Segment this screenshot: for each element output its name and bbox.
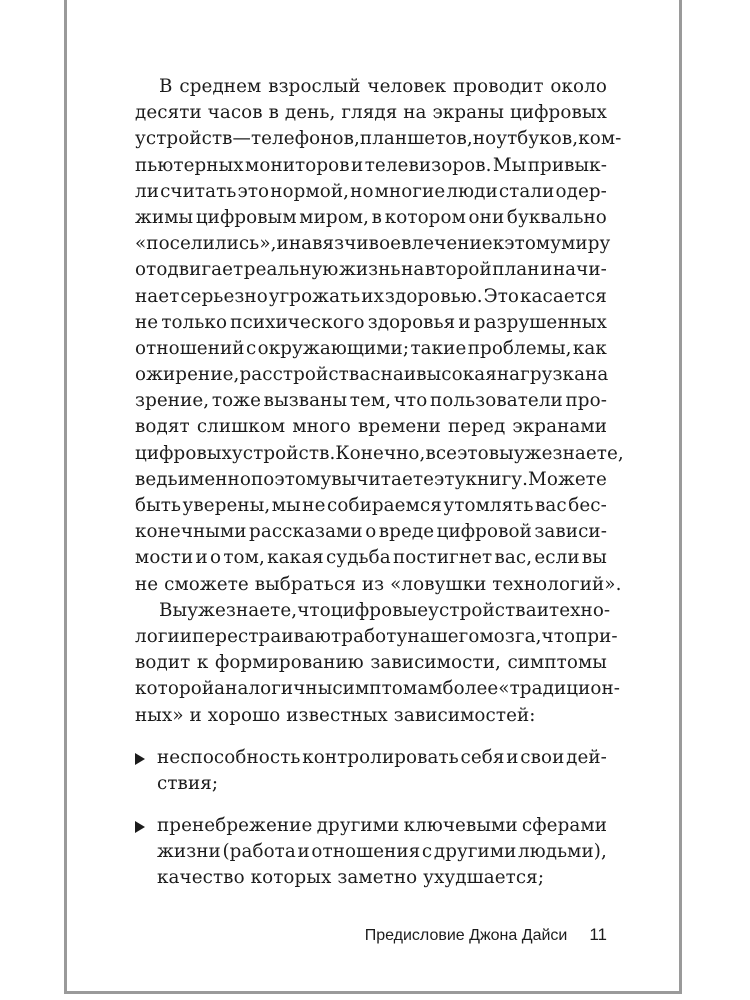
text-line: водят слишком много времени перед экранами [135,416,607,438]
triangle-bullet-icon [135,821,145,833]
text-line: устройств — телефонов, планшетов, ноутбуков, ком- [135,128,622,150]
bullet-item [135,745,607,797]
text-line: пренебрежение другими ключевыми сферами [157,815,607,837]
text-line: пьютерных мониторов и телевизоров. Мы привык- [135,154,607,176]
text-line: ведь именно поэтому вы читаете эту книгу. Можете [135,468,607,490]
text-line: не сможете выбраться из «ловушки технологий». [135,573,622,595]
text-line: водит к формированию зависимости, симптомы [135,652,607,674]
text-line: нает серьезно угрожать их здоровью. Это касается [135,285,607,307]
spacer [135,729,607,745]
text-line: Вы уже знаете, что цифровые устройства и техно- [159,599,611,621]
paragraph-2 [135,598,621,729]
paragraph-1 [135,74,624,598]
page-frame [64,0,682,994]
text-line: не только психического здоровья и разрушенных [135,311,607,333]
text-line: мости и о том, какая судьба постигнет вас, если вы [135,547,607,569]
text-line: качество которых заметно ухудшается; [157,867,545,889]
spacer [135,797,607,813]
text-line: зрение, тоже вызваны тем, что пользователи про- [135,390,607,412]
running-footer [347,925,607,945]
text-line: В среднем взрослый человек проводит около [159,76,607,97]
text-line: жизни (работа и отношения с другими людьми), [157,841,607,863]
text-line: отодвигает реальную жизнь на второй план и начи- [135,259,607,281]
page-number: 11 [589,925,607,944]
bullet-item [135,813,607,892]
text-line: ных» и хорошо известных зависимостей: [135,704,536,726]
text-line: десяти часов в день, глядя на экраны цифровых [135,102,607,124]
text-line: ствия; [157,772,219,794]
triangle-bullet-icon [135,753,145,765]
body-text [135,74,624,892]
text-line: конечными рассказами о вреде цифровой зависи- [135,521,607,543]
text-line: отношений с окружающими; такие проблемы, как [135,337,607,359]
text-line: жимы цифровым миром, в котором они буквально [135,206,607,228]
text-line: логии перестраивают работу нашего мозга, что при- [135,625,618,647]
text-line: цифровых устройств. Конечно, все это вы уже знаете, [135,442,624,464]
footer-title: Предисловие Джона Дайси [364,927,568,944]
text-line: ли считать это нормой, но многие люди стали одер- [135,180,607,202]
text-line: неспособность контролировать себя и свои дей- [157,746,607,768]
text-line: «поселились», и навязчивое влечение к этому миру [135,233,611,255]
text-line: быть уверены, мы не собираемся утомлять вас бес- [135,495,607,516]
text-line: которой аналогичны симптомам более «традицион- [135,678,621,700]
text-line: ожирение, расстройства сна и высокая нагрузка на [135,364,609,386]
